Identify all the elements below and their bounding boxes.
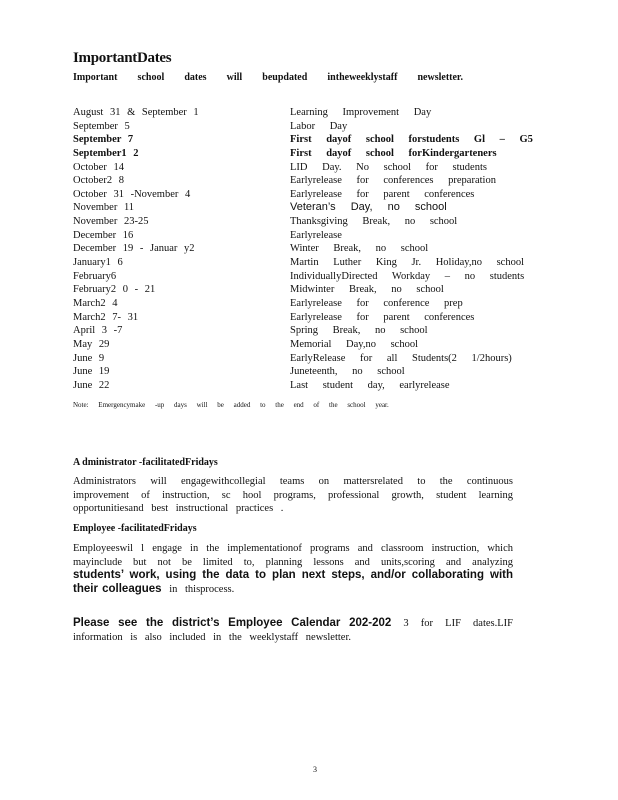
date-row — [73, 365, 543, 379]
date-event: EarlyRelease for all Students(2 1/2hours) — [290, 352, 512, 364]
date-row — [73, 188, 543, 202]
date-when: February6 — [73, 270, 117, 282]
date-event: Juneteenth, no school — [290, 366, 405, 378]
subtitle-word: school — [137, 72, 165, 83]
date-row — [73, 338, 543, 352]
date-when: March2 7- 31 — [73, 311, 139, 323]
page-title: ImportantDates — [73, 50, 172, 66]
date-event: Martin Luther King Jr. Holiday,no school — [290, 257, 525, 269]
date-row — [73, 283, 543, 297]
date-when: October 14 — [73, 161, 124, 173]
date-when: April 3 -7 — [73, 325, 123, 337]
date-when: June 22 — [73, 379, 110, 391]
employee-paragraph-end: in thisprocess. — [169, 583, 235, 595]
date-when: January1 6 — [73, 257, 123, 269]
date-row — [73, 106, 543, 120]
date-row — [73, 120, 543, 134]
subtitle-word: will — [226, 72, 243, 83]
date-event: IndividuallyDirected Workday – no students — [290, 270, 525, 282]
date-event: Thanksgiving Break, no school — [290, 216, 458, 228]
date-when: June 19 — [73, 366, 110, 378]
emergency-note: Note: Emergencymake -up days will be added to the end of the school year. — [73, 401, 389, 409]
date-event: Last student day, earlyrelease — [290, 379, 450, 391]
date-when: March2 4 — [73, 297, 118, 309]
date-row — [73, 311, 543, 325]
subtitle — [73, 72, 463, 83]
date-row — [73, 215, 543, 229]
date-row — [73, 379, 543, 393]
date-row — [73, 201, 543, 215]
date-when: December 19 - Januar y2 — [73, 243, 195, 255]
date-when: September1 2 — [73, 147, 139, 159]
page-number: 3 — [313, 765, 317, 774]
date-event: Learning Improvement Day — [290, 107, 432, 118]
admin-section-heading: A dministrator -facilitatedFridays — [73, 457, 218, 468]
date-when: September 5 — [73, 120, 130, 132]
date-row — [73, 297, 543, 311]
date-row — [73, 161, 543, 175]
calendar-lead: Please see the district’s Employee Calendar 202-202 — [73, 617, 392, 629]
date-event: Spring Break, no school — [290, 325, 428, 337]
date-event: Memorial Day,no school — [290, 338, 419, 350]
date-when: November 11 — [73, 202, 135, 214]
date-when: June 9 — [73, 352, 105, 364]
date-row — [73, 147, 543, 161]
employee-paragraph-emphasis: students’ work, using the data to plan next steps, and/or collaborating with their colleagues — [73, 569, 513, 595]
date-event: Midwinter Break, no school — [290, 284, 444, 296]
subtitle-word: newsletter. — [417, 72, 463, 83]
calendar-rest: 3 for LIF dates.LIF information is also included in the weeklystaff newsletter. — [73, 618, 513, 643]
admin-paragraph: Administrators will engagewithcollegial teams on mattersrelated to the continuous improvement of instruction, sc hool programs, professional growth, student learning opportunitiesand best instructional practices . — [73, 476, 513, 515]
date-event: Earlyrelease for parent conferences — [290, 311, 475, 323]
date-row — [73, 324, 543, 338]
date-when: November 23-25 — [73, 216, 149, 228]
date-row — [73, 174, 543, 188]
date-event: LID Day. No school for students — [290, 161, 487, 173]
subtitle-word: beupdated — [262, 72, 308, 83]
date-row — [73, 270, 543, 284]
date-event: First dayof school forstudents Gl – G5 — [290, 134, 533, 146]
date-event: Earlyrelease — [290, 229, 342, 241]
date-event: Earlyrelease for conference prep — [290, 297, 463, 309]
date-event: Earlyrelease for conferences preparation — [290, 175, 496, 187]
date-event: Labor Day — [290, 120, 348, 132]
employee-paragraph — [73, 542, 513, 596]
calendar-paragraph — [73, 617, 513, 644]
date-when: October 31 -November 4 — [73, 188, 191, 200]
date-row — [73, 133, 543, 147]
date-when: September 7 — [73, 134, 134, 146]
date-row — [73, 352, 543, 366]
date-event: Winter Break, no school — [290, 243, 429, 255]
date-event: Earlyrelease for parent conferences — [290, 188, 475, 200]
subtitle-word: intheweeklystaff — [327, 72, 398, 83]
date-when: May 29 — [73, 338, 110, 350]
date-event: Veteran’s Day, no school — [290, 201, 447, 214]
date-row — [73, 256, 543, 270]
date-when: October2 8 — [73, 175, 124, 187]
date-when: February2 0 - 21 — [73, 284, 156, 296]
important-dates-list — [73, 106, 543, 392]
subtitle-word: dates — [184, 72, 207, 83]
date-when: August 31 & September 1 — [73, 107, 199, 118]
date-row — [73, 242, 543, 256]
subtitle-word: Important — [73, 72, 118, 83]
date-when: December 16 — [73, 229, 134, 241]
date-row — [73, 229, 543, 243]
employee-section-heading: Employee -facilitatedFridays — [73, 523, 197, 534]
date-event: First dayof school forKindergarteners — [290, 147, 497, 159]
employee-paragraph-start: Employeeswil l engage in the implementationof programs and classroom instruction, which mayinclude but not be limited to, planning lessons and units,scoring and analyzing — [73, 543, 513, 568]
